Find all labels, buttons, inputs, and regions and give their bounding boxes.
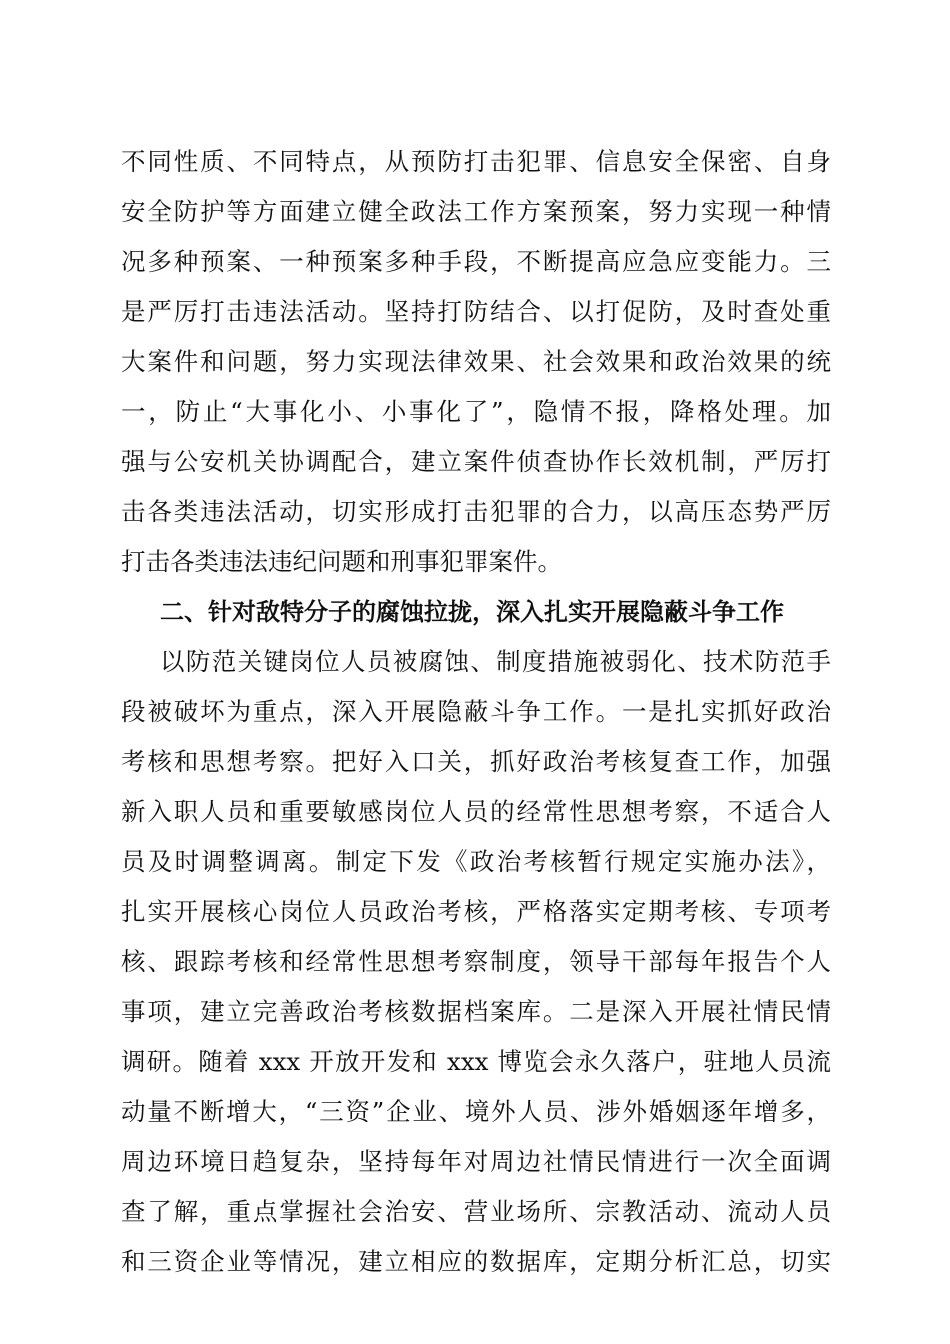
body-text-line: 不同性质、不同特点，从预防打击犯罪、信息安全保密、自身 [121,147,831,176]
body-text-line: 核、跟踪考核和经常性思想考察制度，领导干部每年报告个人 [121,947,831,976]
body-text-line: 安全防护等方面建立健全政法工作方案预案，努力实现一种情 [121,197,831,226]
section-heading: 二、针对敌特分子的腐蚀拉拢，深入扎实开展隐蔽斗争工作 [160,598,784,626]
body-text-line: 扎实开展核心岗位人员政治考核，严格落实定期考核、专项考 [121,897,831,926]
body-text-line: 强与公安机关协调配合，建立案件侦查协作长效机制，严厉打 [121,447,831,476]
body-text-line: 调研。随着 xxx 开放开发和 xxx 博览会永久落户，驻地人员流 [121,1047,831,1076]
body-text-line: 击各类违法活动，切实形成打击犯罪的合力，以高压态势严厉 [121,497,831,526]
body-text-line: 事项，建立完善政治考核数据档案库。二是深入开展社情民情 [121,997,831,1026]
body-text-line: 况多种预案、一种预案多种手段，不断提高应急应变能力。三 [121,247,831,276]
body-text-line: 打击各类违法违纪问题和刑事犯罪案件。 [121,547,562,576]
body-text-line: 考核和思想考察。把好入口关，抓好政治考核复查工作，加强 [121,747,831,776]
body-text-line: 大案件和问题，努力实现法律效果、社会效果和政治效果的统 [121,347,831,376]
body-text-line: 是严厉打击违法活动。坚持打防结合、以打促防，及时查处重 [121,297,831,326]
body-text-line: 动量不断增大，“三资”企业、境外人员、涉外婚姻逐年增多， [121,1097,831,1126]
body-text-line: 以防范关键岗位人员被腐蚀、制度措施被弱化、技术防范手 [160,647,831,676]
body-text-line: 段被破坏为重点，深入开展隐蔽斗争工作。一是扎实抓好政治 [121,697,831,726]
body-text-line: 员及时调整调离。制定下发《政治考核暂行规定实施办法》， [121,847,831,876]
body-text-line: 查了解，重点掌握社会治安、营业场所、宗教活动、流动人员 [121,1197,831,1226]
body-text-line: 一，防止“大事化小、小事化了”，隐情不报，降格处理。加 [121,397,831,426]
body-text-line: 周边环境日趋复杂，坚持每年对周边社情民情进行一次全面调 [121,1147,831,1176]
body-text-line: 和三资企业等情况，建立相应的数据库，定期分析汇总，切实 [121,1247,831,1276]
body-text-line: 新入职人员和重要敏感岗位人员的经常性思想考察，不适合人 [121,797,831,826]
